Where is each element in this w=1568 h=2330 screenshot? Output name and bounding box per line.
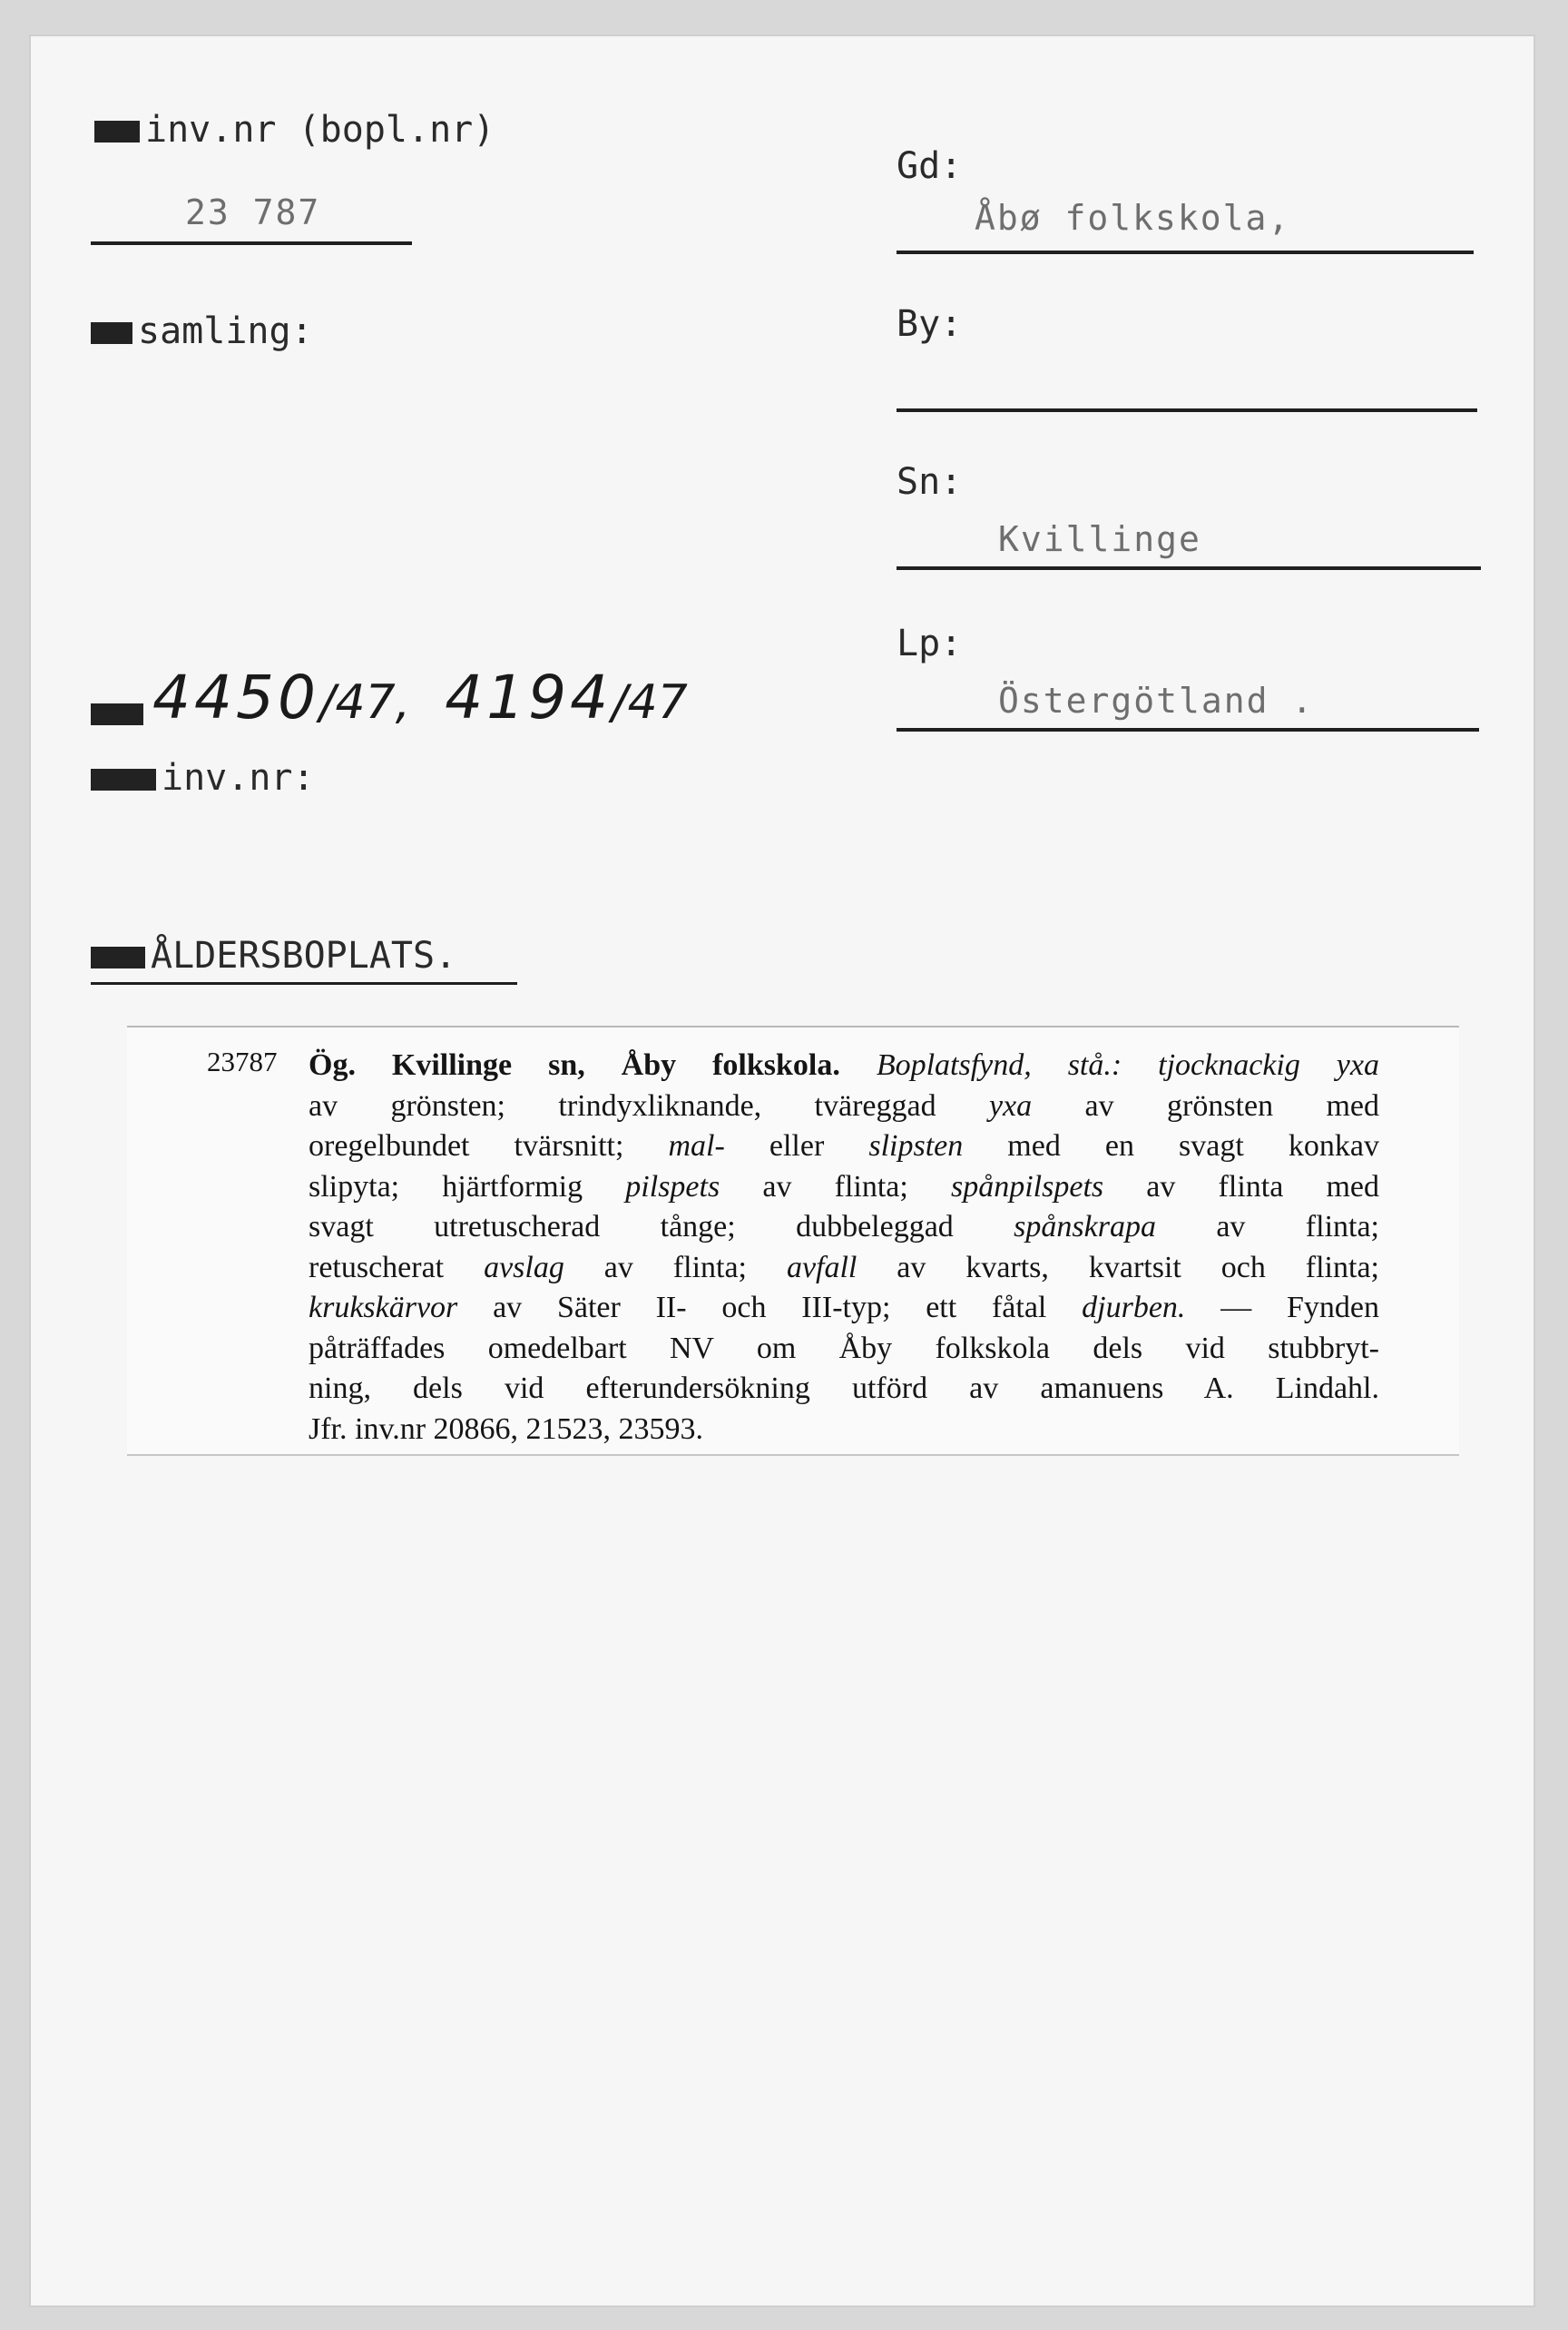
- clipping-line: [309, 1207, 1379, 1248]
- printed-clipping: [127, 1026, 1459, 1456]
- clipping-segment: med en svagt konkav: [963, 1129, 1379, 1163]
- clipping-segment: mal-: [668, 1129, 725, 1163]
- gd-value: Åbø folkskola,: [975, 198, 1291, 238]
- inv-underline: [91, 241, 412, 245]
- clipping-segment: retuscherat: [309, 1250, 485, 1284]
- clipping-segment: [840, 1048, 877, 1082]
- inv-label: inv.nr (bopl.nr): [94, 109, 495, 151]
- clipping-line: [309, 1288, 1379, 1329]
- clipping-segment: av kvarts, kvartsit och flinta;: [857, 1250, 1379, 1284]
- redaction-mark: [91, 769, 156, 791]
- clipping-line: [309, 1329, 1379, 1370]
- redaction-mark: [91, 947, 145, 968]
- clipping-segment: oregelbundet tvärsnitt;: [309, 1129, 669, 1163]
- clipping-segment: av flinta;: [564, 1250, 787, 1284]
- sn-underline: [897, 566, 1481, 570]
- clipping-segment: pilspets: [625, 1169, 720, 1204]
- clipping-segment: avslag: [484, 1250, 564, 1284]
- clipping-segment: Jfr. inv.nr 20866, 21523, 23593.: [309, 1411, 704, 1446]
- lp-underline: [897, 728, 1479, 732]
- clipping-number: 23787: [207, 1046, 278, 1077]
- sn-value: Kvillinge: [998, 519, 1201, 559]
- clipping-segment: av grönsten; trindyxliknande, tväreggad: [309, 1088, 989, 1123]
- clipping-segment: svagt utretuscherad tånge; dubbeleggad: [309, 1210, 1014, 1244]
- clipping-segment: Boplatsfynd, stå.: tjocknackig yxa: [876, 1048, 1379, 1082]
- clipping-line: [309, 1167, 1379, 1208]
- by-label: By:: [897, 303, 963, 345]
- clipping-line: [309, 1046, 1379, 1086]
- clipping-line: [309, 1126, 1379, 1167]
- clipping-line: [309, 1410, 1379, 1450]
- clipping-segment: yxa: [988, 1088, 1033, 1123]
- handwritten-number-1: 4450: [152, 663, 319, 732]
- clipping-segment: slipyta; hjärtformig: [309, 1169, 626, 1204]
- earlier-numbers-row: [91, 663, 688, 732]
- clipping-segment: påträffades omedelbart NV om Åby folkskola dels vid stubbryt-: [309, 1331, 1379, 1365]
- handwritten-number-2: 4194: [445, 663, 612, 732]
- samling-label: samling:: [91, 310, 313, 352]
- clipping-segment: Ög. Kvillinge sn, Åby folkskola.: [309, 1048, 840, 1082]
- clipping-line: [309, 1248, 1379, 1289]
- handwritten-suffix-2: /47: [612, 675, 688, 730]
- gd-underline: [897, 251, 1474, 254]
- inv-value: 23 787: [185, 192, 321, 232]
- lp-value: Östergötland .: [998, 681, 1315, 721]
- clipping-segment: slipsten: [868, 1129, 964, 1163]
- gd-label: Gd:: [897, 145, 963, 187]
- category-heading: ÅLDERSBOPLATS.: [91, 935, 456, 977]
- by-underline: [897, 408, 1477, 412]
- clipping-segment: spånpilspets: [951, 1169, 1104, 1204]
- clipping-line: [309, 1369, 1379, 1410]
- catalog-card: [31, 36, 1534, 2305]
- clipping-segment: spånskrapa: [1014, 1210, 1156, 1244]
- earlier-inv-label: inv.nr:: [91, 757, 315, 799]
- category-underline: [91, 982, 517, 985]
- lp-label: Lp:: [897, 623, 963, 664]
- clipping-segment: av flinta;: [1155, 1210, 1379, 1244]
- clipping-segment: eller: [724, 1129, 869, 1163]
- clipping-segment: krukskärvor: [309, 1291, 458, 1324]
- clipping-segment: djurben.: [1082, 1291, 1186, 1324]
- handwritten-suffix-1: /47,: [318, 675, 411, 730]
- clipping-segment: av grönsten med: [1032, 1088, 1379, 1123]
- clipping-segment: av Säter II- och III-typ; ett fåtal: [457, 1291, 1083, 1324]
- clipping-line: [309, 1086, 1379, 1127]
- redaction-mark: [91, 322, 132, 344]
- clipping-segment: av flinta med: [1103, 1169, 1380, 1204]
- clipping-text: [309, 1046, 1379, 1450]
- clipping-segment: avfall: [786, 1250, 858, 1284]
- sn-label: Sn:: [897, 461, 963, 503]
- redaction-mark: [94, 121, 140, 143]
- clipping-segment: ning, dels vid efterundersökning utförd av amanuens A. Lindahl.: [309, 1371, 1379, 1405]
- clipping-segment: — Fynden: [1185, 1291, 1380, 1324]
- clipping-segment: av flinta;: [720, 1169, 951, 1204]
- redaction-mark: [91, 703, 143, 725]
